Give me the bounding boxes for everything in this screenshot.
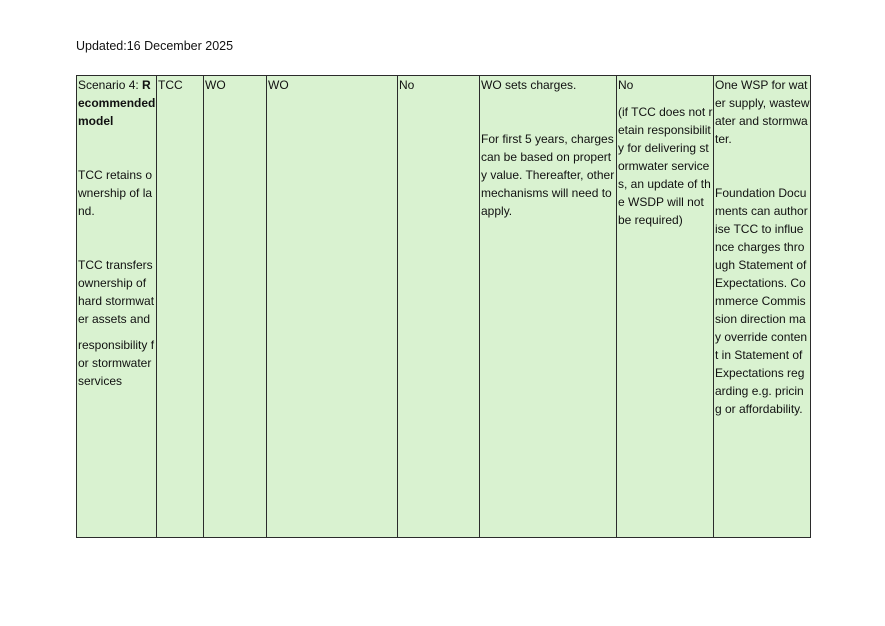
responsibility-text: responsibility for stormwater services bbox=[78, 338, 155, 388]
table-row bbox=[77, 76, 811, 538]
scenario-cell bbox=[77, 76, 157, 538]
retain-ownership-text: TCC retains ownership of land. bbox=[78, 168, 153, 218]
wsdp-line-2: (if TCC does not retain responsibility for delivering stormwater services, an update of the WSDP will not be required) bbox=[618, 105, 713, 227]
scenario-bold-title: Recommended model bbox=[78, 78, 156, 128]
provider-cell bbox=[267, 76, 398, 538]
operator-value: WO bbox=[205, 78, 226, 92]
provider-value: WO bbox=[268, 78, 289, 92]
change-cell bbox=[398, 76, 480, 538]
charges-line-1: WO sets charges. bbox=[481, 78, 577, 92]
wsp-line-2: Foundation Documents can authorise TCC to influence charges through Statement of Expectations. Commerce Commission direction may override content in Statement of Expectations regarding e.g. pricing or affordability. bbox=[715, 186, 808, 416]
operator-cell bbox=[204, 76, 267, 538]
owner-cell bbox=[157, 76, 204, 538]
wsp-cell bbox=[714, 76, 811, 538]
scenario-table bbox=[76, 75, 811, 538]
updated-date: 16 December 2025 bbox=[126, 39, 234, 53]
charges-cell bbox=[480, 76, 617, 538]
wsp-line-1: One WSP for water supply, wastewater and stormwater. bbox=[715, 78, 810, 146]
transfer-ownership-text: TCC transfers ownership of hard stormwater assets and bbox=[78, 258, 155, 326]
updated-line bbox=[76, 38, 233, 54]
scenario-prefix: Scenario 4: bbox=[78, 78, 139, 92]
updated-label: Updated: bbox=[76, 39, 127, 53]
wsdp-cell bbox=[617, 76, 714, 538]
change-value: No bbox=[399, 78, 415, 92]
wsdp-line-1: No bbox=[618, 78, 634, 92]
owner-value: TCC bbox=[158, 78, 183, 92]
charges-line-2: For first 5 years, charges can be based on property value. Thereafter, other mechanisms will need to apply. bbox=[481, 132, 615, 218]
scenario-heading bbox=[78, 76, 156, 130]
